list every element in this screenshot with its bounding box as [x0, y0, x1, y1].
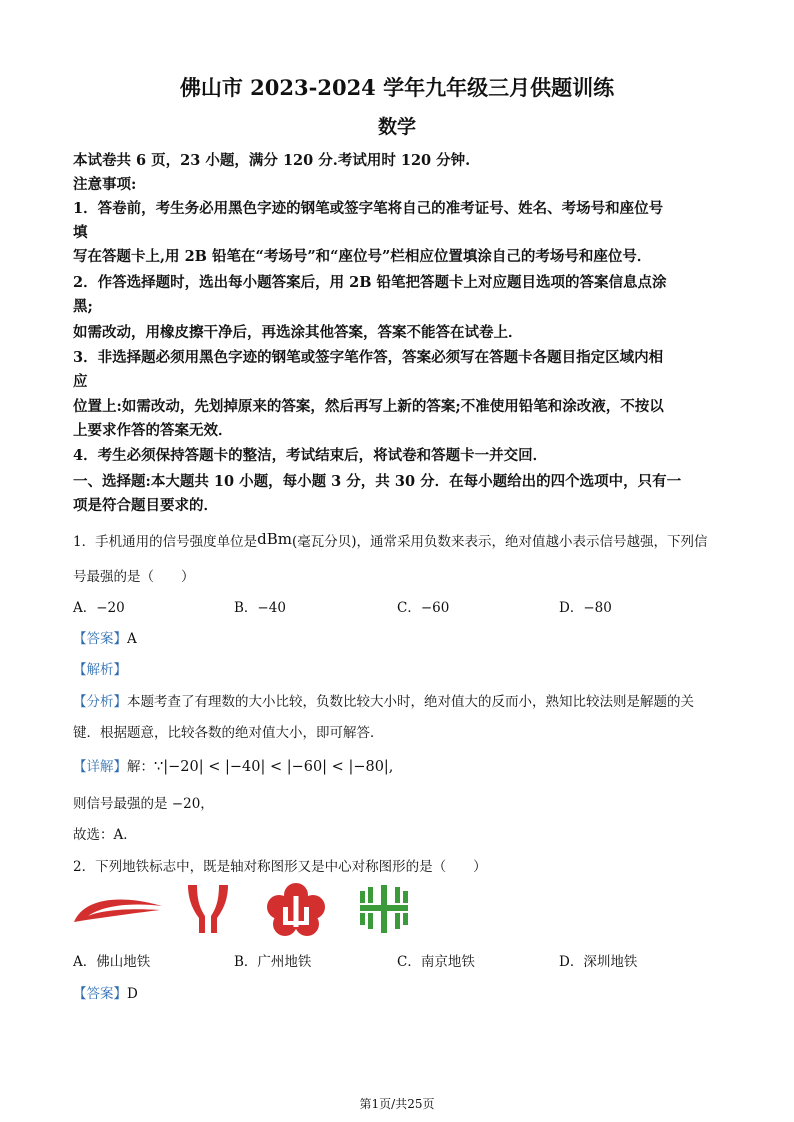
q1-option-b: B．−40: [234, 600, 286, 616]
q2-option-c: C．南京地铁: [397, 954, 475, 970]
page-title: 佛山市 2023-2024 学年九年级三月供题训练: [179, 75, 615, 100]
q1-fenxi-line2: 键．根据题意，比较各数的绝对值大小，即可解答．: [73, 725, 384, 741]
q1-detail: [73, 755, 393, 775]
notice-title: 注意事项:: [73, 176, 137, 193]
q1-stem-text: (毫瓦分贝)，通常采用负数来表示，绝对值越小表示信号越强，下列信: [291, 534, 708, 550]
question-2-stem: 2．下列地铁标志中，既是轴对称图形又是中心对称图形的是（ ）: [73, 859, 487, 875]
question-1-stem: [73, 530, 708, 550]
answer-value: A: [127, 631, 137, 647]
foshan-metro-logo: [72, 892, 164, 928]
q1-answer: [73, 627, 137, 647]
question-1-stem-line2: 号最强的是（ ）: [73, 569, 195, 585]
detail-tag: 【详解】: [73, 759, 127, 775]
notice-line: 3．非选择题必须用黑色字迹的钢笔或签字笔作答，答案必须写在答题卡各题目指定区域内相: [73, 349, 664, 366]
detail-math: ∵|−20| < |−40| < |−60| < |−80|,: [154, 759, 394, 775]
notice-line: 2．作答选择题时，选出每小题答案后，用 2B 铅笔把答题卡上对应题目选项的答案信息点涂: [73, 274, 667, 291]
notice-line: 应: [73, 373, 88, 390]
q1-choose: 故选：A．: [73, 827, 137, 843]
q1-analysis-tag: 【解析】: [73, 662, 127, 678]
notice-line: 1．答卷前，考生务必用黑色字迹的钢笔或签字笔将自己的准考证号、姓名、考场号和座位号: [73, 200, 664, 217]
exam-summary: 本试卷共 6 页，23 小题，满分 120 分.考试用时 120 分钟.: [73, 152, 471, 169]
shenzhen-metro-logo: [358, 883, 410, 935]
page-footer: 第1页/共25页: [359, 1097, 435, 1111]
q1-fenxi: [73, 690, 694, 710]
q1-option-d: D．−80: [559, 600, 612, 616]
subject-title: 数学: [377, 116, 416, 138]
q1-option-c: C．−60: [397, 600, 450, 616]
notice-line: 位置上:如需改动，先划掉原来的答案，然后再写上新的答案;不准使用铅笔和涂改液，不按以: [73, 398, 664, 415]
fenxi-text: 本题考查了有理数的大小比较，负数比较大小时，绝对值大的反而小，熟知比较法则是解题的关: [127, 694, 694, 710]
q2-answer: [73, 982, 138, 1002]
q1-stem-text: 1．手机通用的信号强度单位是: [73, 534, 258, 550]
answer-tag: 【答案】: [73, 986, 127, 1002]
q2-option-d: D．深圳地铁: [559, 954, 638, 970]
q1-unit: dBm: [257, 530, 292, 548]
notice-line: 黑;: [73, 298, 93, 315]
nanjing-metro-logo: [266, 883, 326, 937]
notice-line: 写在答题卡上,用 2B 铅笔在“考场号”和“座位号”栏相应位置填涂自己的考场号和座位号．: [73, 248, 652, 265]
q2-option-b: B．广州地铁: [234, 954, 312, 970]
notice-line: 上要求作答的答案无效．: [73, 422, 233, 439]
section-heading: 一、选择题:本大题共 10 小题，每小题 3 分，共 30 分．在每小题给出的四个选项中，只有一: [73, 473, 682, 490]
detail-text: 解：: [127, 759, 154, 775]
notice-line: 如需改动，用橡皮擦干净后，再选涂其他答案，答案不能答在试卷上．: [73, 324, 523, 341]
q1-option-a: A．−20: [73, 600, 125, 616]
answer-value: D: [127, 986, 138, 1002]
fenxi-tag: 【分析】: [73, 694, 127, 710]
guangzhou-metro-logo: [185, 884, 231, 934]
answer-tag: 【答案】: [73, 631, 127, 647]
notice-line: 4．考生必须保持答题卡的整洁，考试结束后，将试卷和答题卡一并交回．: [73, 447, 548, 464]
q2-option-a: A．佛山地铁: [73, 954, 151, 970]
q1-conclusion: 则信号最强的是 −20，: [73, 796, 214, 812]
section-heading: 项是符合题目要求的．: [73, 497, 218, 514]
notice-line: 填: [73, 224, 88, 241]
